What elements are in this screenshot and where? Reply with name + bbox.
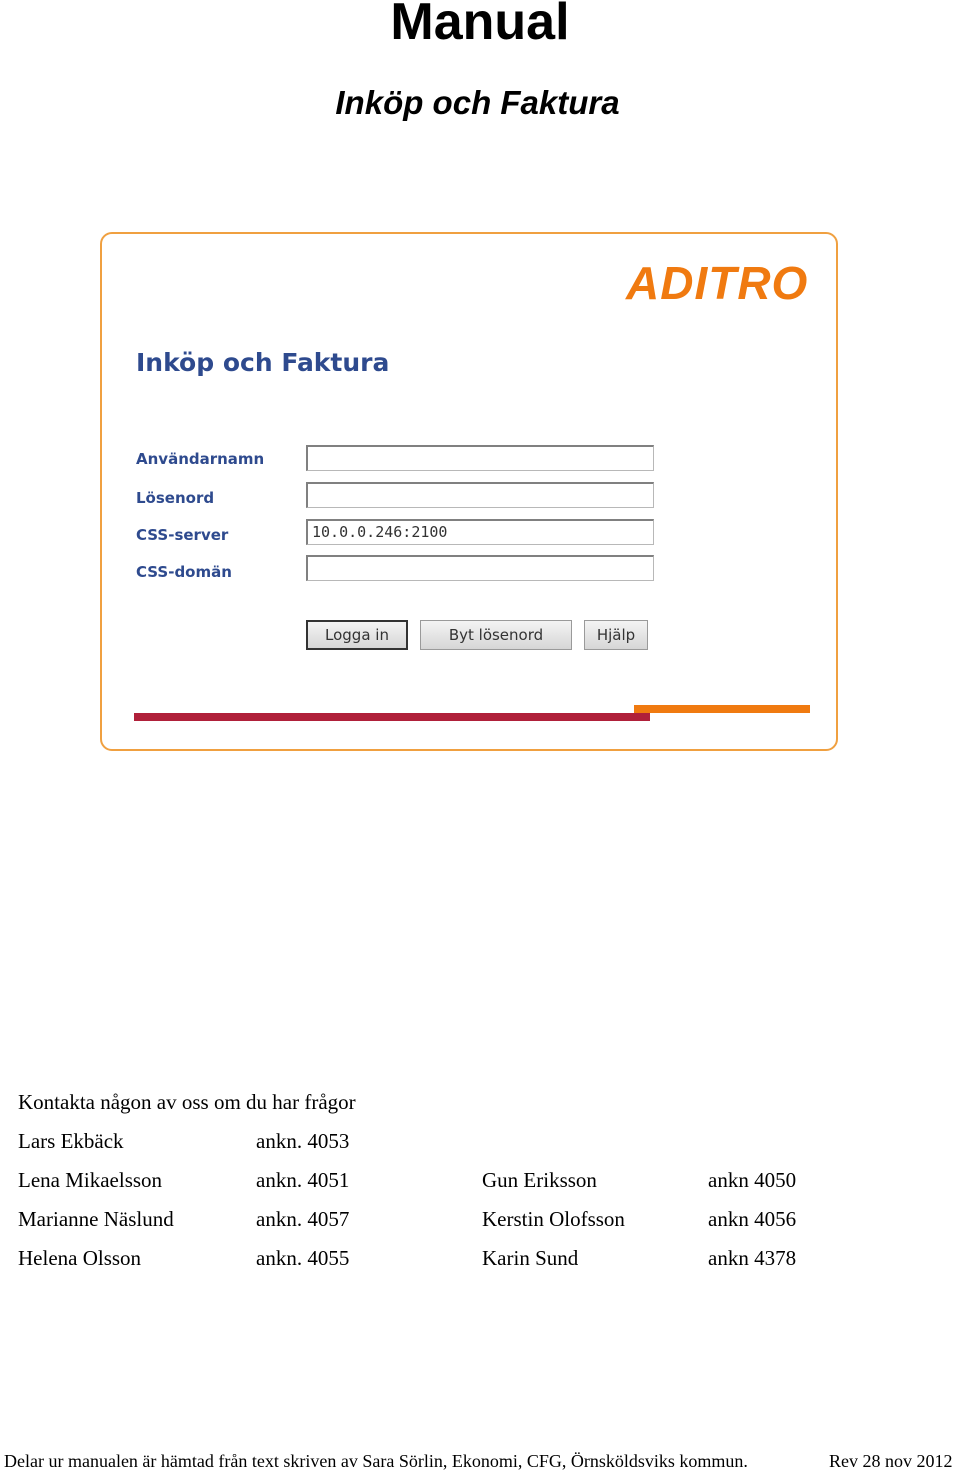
contact-extension: ankn. 4055 [256, 1246, 350, 1270]
contact-name: Gun Eriksson [482, 1168, 597, 1192]
css-server-input[interactable]: 10.0.0.246:2100 [306, 519, 654, 545]
contact-extension: ankn. 4053 [256, 1129, 350, 1153]
contact-name: Marianne Näslund [18, 1207, 174, 1231]
contact-extension: ankn 4378 [708, 1246, 797, 1270]
orange-accent-bar [634, 705, 810, 713]
change-password-button[interactable]: Byt lösenord [420, 620, 572, 650]
help-button[interactable]: Hjälp [584, 620, 648, 650]
contact-name: Karin Sund [482, 1246, 579, 1270]
contact-name: Kerstin Olofsson [482, 1207, 625, 1231]
contact-extension: ankn. 4057 [256, 1207, 350, 1231]
css-domain-input[interactable] [306, 555, 654, 581]
login-screenshot-panel [100, 232, 838, 751]
contact-extension: ankn 4050 [708, 1168, 797, 1192]
login-button[interactable]: Logga in [306, 620, 408, 650]
contact-extension: ankn. 4051 [256, 1168, 350, 1192]
css-server-label: CSS-server [136, 526, 229, 544]
login-app-title: Inköp och Faktura [136, 348, 390, 377]
contact-name: Helena Olsson [18, 1246, 142, 1270]
password-label: Lösenord [136, 489, 215, 507]
footer-source: Delar ur manualen är hämtad från text skriven av Sara Sörlin, Ekonomi, CFG, Örnsköldsviks kommun. [4, 1451, 748, 1471]
page-subtitle: Inköp och Faktura [335, 84, 620, 121]
contact-intro: Kontakta någon av oss om du har frågor [18, 1090, 356, 1114]
footer-revision: Rev 28 nov 2012 [829, 1451, 953, 1471]
username-label: Användarnamn [136, 450, 265, 468]
password-input[interactable] [306, 482, 654, 508]
aditro-logo: ADITRO [626, 257, 809, 309]
contact-extension: ankn 4056 [708, 1207, 797, 1231]
page-title: Manual [390, 0, 570, 51]
contact-name: Lars Ekbäck [18, 1129, 124, 1153]
contact-name: Lena Mikaelsson [18, 1168, 163, 1192]
red-accent-bar [134, 713, 650, 721]
css-domain-label: CSS-domän [136, 563, 232, 581]
username-input[interactable] [306, 445, 654, 471]
